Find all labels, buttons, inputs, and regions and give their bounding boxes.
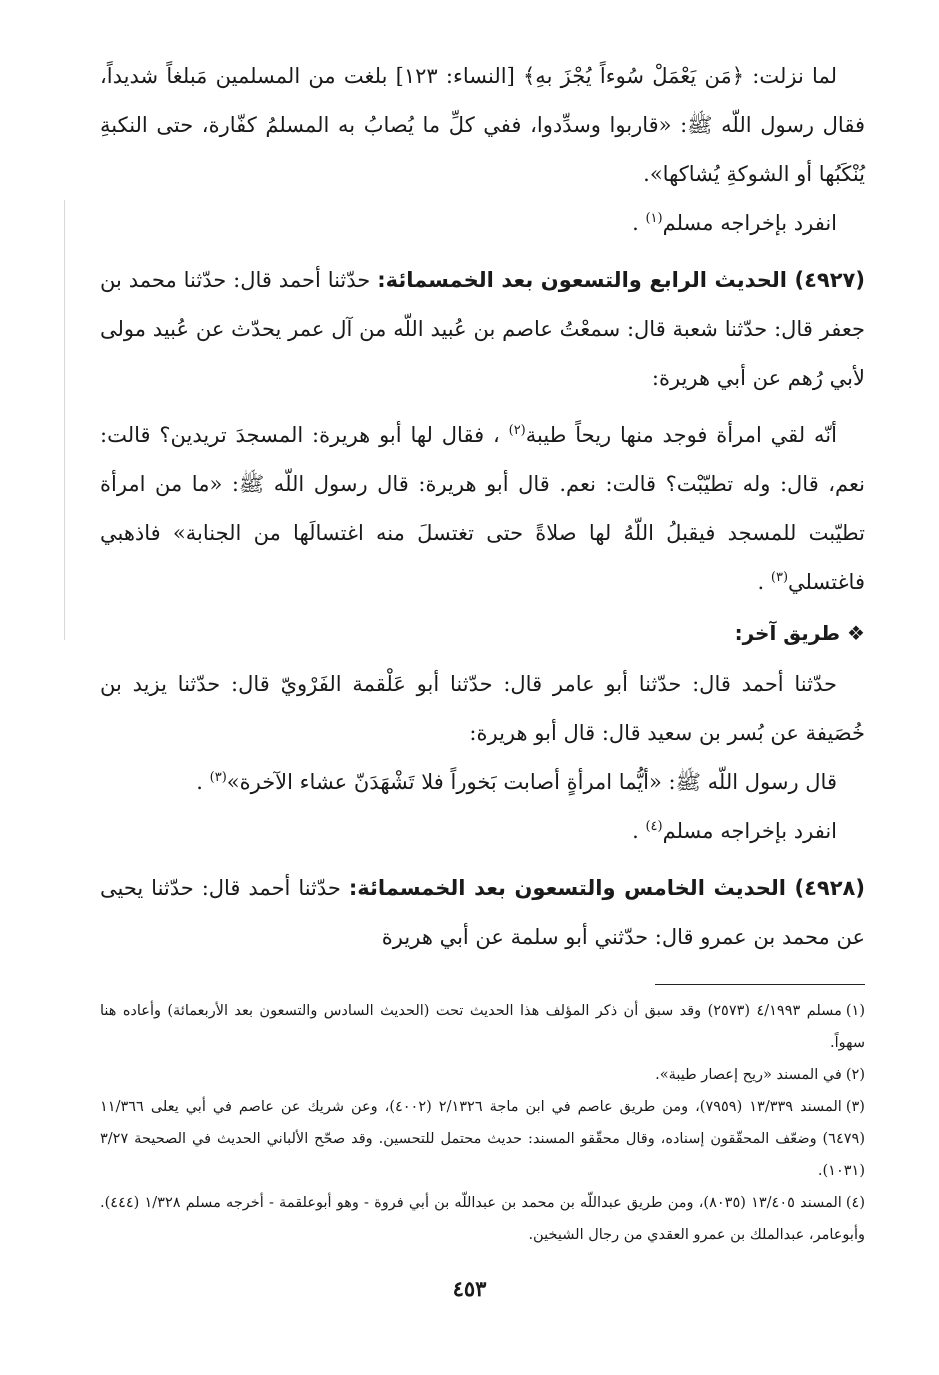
footnote-ref-2[interactable]: (٢) — [508, 423, 526, 438]
footnote-2: (٢)في المسند «ريح إعصار طيبة». — [655, 1067, 865, 1083]
page-number: ٤٥٣ — [452, 1276, 487, 1301]
footnotes — [100, 995, 865, 1251]
paragraph-6: قال رسول اللّه ﷺ: «أيُّما امرأةٍ أصابت بَخوراً فلا تَشْهَدَنّ عشاء الآخرة»$^{(٣)}$ . — [196, 770, 837, 794]
sub-heading-another-route: ❖ طريق آخر: — [734, 621, 865, 645]
footnote-ref-4[interactable]: (٤) — [645, 819, 663, 834]
paragraph-2: انفرد بإخراجه مسلم$^{(١)}$ . — [632, 211, 837, 235]
hadith-4928: (٤٩٢٨) الحديث الخامس والتسعون بعد الخمسمائة: حدّثنا أحمد قال: حدّثنا يحيى عن محمد بن عمرو قال: حدّثني أبو سلمة عن أبي هريرة — [100, 876, 865, 949]
footnote-3: (٣)المسند ١٣/٣٣٩ (٧٩٥٩)، ومن طريق عاصم في ابن ماجة ٢/١٣٢٦ (٤٠٠٢)، وعن شريك عن عاصم في أبي يعلى ١١/٣٦٦ (٦٤٧٩) وضعّف المحقّقون إسناده، وقال محقّقو المسند: حديث محتمل للتحسين. وقد صحّح الألباني الحديث في الصحيحة ٣/٢٧ (١٠٣١). — [100, 1099, 865, 1179]
page-body — [100, 52, 865, 1251]
footnote-4: (٤)المسند ١٣/٤٠٥ (٨٠٣٥)، ومن طريق عبداللّه بن محمد بن عبداللّه بن أبي فروة - وهو أبوعلقمة - أخرجه مسلم ١/٣٢٨ (٤٤٤). وأبوعامر، عبدالملك بن عمرو العقدي من رجال الشيخين. — [100, 1195, 865, 1243]
paragraph-1: لما نزلت: ﴿مَن يَعْمَلْ سُوءاً يُجْزَ بهِ﴾ [النساء: ١٢٣] بلغت من المسلمين مَبلغاً شديداً، فقال رسول اللّه ﷺ: «قاربوا وسدِّدوا، ففي كلِّ ما يُصابُ به المسلمُ كفّارة، حتى النكبةِ يُنْكَبُها أو الشوكةِ يُشاكها». — [100, 64, 865, 186]
footnote-ref-3[interactable]: (٣) — [770, 570, 789, 585]
footnote-ref-1[interactable]: (١) — [645, 211, 663, 226]
hadith-4927-heading: (٤٩٢٧) الحديث الرابع والتسعون بعد الخمسمائة: — [377, 268, 865, 292]
hadith-4928-heading: (٤٩٢٨) الحديث الخامس والتسعون بعد الخمسمائة: — [348, 876, 865, 900]
footnote-ref-3b[interactable]: (٣) — [209, 770, 227, 785]
footnote-1: (١)مسلم ٤/١٩٩٣ (٢٥٧٣) وقد سبق أن ذكر المؤلف هذا الحديث تحت (الحديث السادس والتسعون بعد الأربعمائة) وأعاده هنا سهواً. — [100, 1003, 865, 1051]
paragraph-4: أنّه لقي امرأة فوجد منها ريحاً طيبة$^{(٢)}$ ، فقال لها أبو هريرة: المسجدَ تريدين؟ قالت: نعم، قال: وله تطيّبْت؟ قالت: نعم. قال أبو هريرة: قال رسول اللّه ﷺ: «ما من امرأة تطيّبت للمسجد فيقبلُ اللّهُ لها صلاةً حتى تغتسلَ منه اغتسالَها من الجنابة» فاذهبي فاغتسلي$^{(٣)}$ . — [100, 423, 865, 594]
scan-edge-line — [64, 200, 65, 640]
hadith-4927: (٤٩٢٧) الحديث الرابع والتسعون بعد الخمسمائة: حدّثنا أحمد قال: حدّثنا محمد بن جعفر قال: حدّثنا شعبة قال: سمعْتُ عاصم بن عُبيد اللّه من آل عمر يحدّث عن عُبيد مولى لأبي رُهم عن أبي هريرة: — [100, 268, 865, 390]
footnote-separator — [655, 984, 865, 985]
paragraph-5: حدّثنا أحمد قال: حدّثنا أبو عامر قال: حدّثنا أبو عَلْقمة الفَرْويّ قال: حدّثنا يزيد بن خُصَيفة عن بُسر بن سعيد قال: قال أبو هريرة: — [100, 672, 865, 745]
paragraph-7: انفرد بإخراجه مسلم$^{(٤)}$ . — [632, 819, 837, 843]
